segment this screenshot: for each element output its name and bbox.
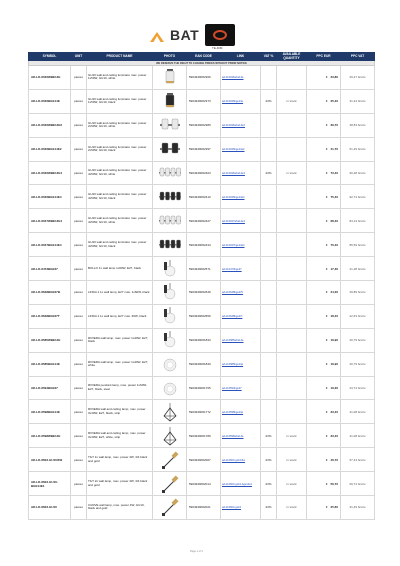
product-price-gross: 86,59 brutto bbox=[341, 233, 375, 257]
product-photo bbox=[153, 496, 187, 520]
product-photo bbox=[153, 89, 187, 113]
product-unit: pieces bbox=[71, 352, 87, 376]
table-row bbox=[29, 161, 375, 185]
product-link-cell bbox=[221, 376, 261, 400]
product-price-gross: 48,83 brutto bbox=[341, 113, 375, 137]
product-symbol: AD-LD-6046BGE14E4 bbox=[29, 185, 71, 209]
product-photo bbox=[153, 400, 187, 424]
product-photo bbox=[153, 328, 187, 352]
column-header: AVAILABLE QUANTITY bbox=[277, 53, 307, 61]
product-price-gross: 29,27 brutto bbox=[341, 66, 375, 90]
product-vat bbox=[261, 185, 277, 209]
product-unit: pieces bbox=[71, 66, 87, 90]
product-symbol: AD-LD-6473BGE27 bbox=[29, 257, 71, 281]
product-stock bbox=[277, 400, 307, 424]
product-price-net: € 70,40 bbox=[307, 233, 341, 257]
product-price-net: € 24,30 bbox=[307, 281, 341, 305]
header-logos bbox=[150, 24, 235, 46]
brand-name: BAT bbox=[170, 27, 200, 43]
product-vat bbox=[261, 209, 277, 233]
product-name: LINDA 1 1x wall lamp, E27 max. 60W, black bbox=[87, 304, 153, 328]
product-price-gross: 21,28 brutto bbox=[341, 257, 375, 281]
table-row bbox=[29, 304, 375, 328]
product-ean: 5904949062397 bbox=[187, 137, 221, 161]
product-link[interactable]: ad-ld-6603-gu10 bbox=[222, 506, 242, 510]
product-photo-icon bbox=[158, 187, 182, 207]
product-ean: 5904949062014 bbox=[187, 472, 221, 496]
product-ean: 5904949061765 bbox=[187, 376, 221, 400]
product-ean: 5904949061840 bbox=[187, 352, 221, 376]
product-link[interactable]: ad-ld-6047wbe14e4 bbox=[222, 219, 245, 223]
product-stock: in stock bbox=[277, 161, 307, 185]
product-ean: 5904949062366 bbox=[187, 66, 221, 90]
column-header: VAT % bbox=[261, 53, 277, 61]
column-header: EAN CODE bbox=[187, 53, 221, 61]
product-vat: 23% bbox=[261, 89, 277, 113]
product-stock bbox=[277, 281, 307, 305]
product-link-cell bbox=[221, 161, 261, 185]
product-unit: pieces bbox=[71, 424, 87, 448]
table-row bbox=[29, 89, 375, 113]
product-link[interactable]: ad-ld-6047bge14e4 bbox=[222, 243, 245, 247]
product-price-gross: 29,89 brutto bbox=[341, 281, 375, 305]
product-price-gross: 31,49 brutto bbox=[341, 496, 375, 520]
product-price-net: € 41,70 bbox=[307, 137, 341, 161]
product-photo-icon bbox=[158, 450, 182, 470]
product-symbol: AD-LD-6046WBE14E2 bbox=[29, 113, 71, 137]
product-symbol: AD-LD-6594BGE27 bbox=[29, 376, 71, 400]
product-unit: pieces bbox=[71, 448, 87, 472]
product-name: LINDA 1 1x wall lamp, E27 max. 1x60W, black bbox=[87, 281, 153, 305]
product-link-cell bbox=[221, 113, 261, 137]
product-symbol: AD-LD-6046BGE14E2 bbox=[29, 137, 71, 161]
product-price-net: € 73,40 bbox=[307, 161, 341, 185]
product-link-cell bbox=[221, 281, 261, 305]
product-photo-icon bbox=[158, 91, 182, 111]
product-symbol: AD-LD-6648BGE27B bbox=[29, 281, 71, 305]
product-name: RIVIERA wall lamp, max. power 1x40W, E27, white bbox=[87, 352, 153, 376]
product-photo-icon bbox=[158, 402, 182, 422]
product-symbol: AD-LD-6603-GU10/4W bbox=[29, 448, 71, 472]
product-photo bbox=[153, 304, 187, 328]
product-vat: 23% bbox=[261, 424, 277, 448]
table-row bbox=[29, 113, 375, 137]
product-ean: 5904949061789 bbox=[187, 424, 221, 448]
product-price-net: € 23,80 bbox=[307, 66, 341, 90]
product-link[interactable]: ad-ld-6046wbe14e4 bbox=[222, 172, 245, 175]
table-body bbox=[29, 66, 375, 520]
product-link-cell bbox=[221, 328, 261, 352]
product-price-net: € 33,40 bbox=[307, 424, 341, 448]
product-price-net: € 46,70 bbox=[307, 448, 341, 472]
table-row bbox=[29, 448, 375, 472]
product-name: GU10 wall and ceiling luminaire max. power 4x50W, GU10, white bbox=[87, 209, 153, 233]
product-symbol: AD-LD-6648BGE27T bbox=[29, 304, 71, 328]
table-row bbox=[29, 472, 375, 496]
product-unit: pieces bbox=[71, 233, 87, 257]
table-row bbox=[29, 137, 375, 161]
product-link-cell bbox=[221, 66, 261, 90]
product-vat: 23% bbox=[261, 472, 277, 496]
product-ean: 5904949062656 bbox=[187, 304, 221, 328]
product-price-net: € 68,40 bbox=[307, 209, 341, 233]
product-link-cell bbox=[221, 424, 261, 448]
partner-label: TE-DIM bbox=[212, 46, 223, 50]
product-name: GU10 wall and ceiling luminaire max. power 2x50W, GU10, black bbox=[87, 137, 153, 161]
product-unit: pieces bbox=[71, 472, 87, 496]
page-footer: Page 1 of 4 bbox=[190, 550, 203, 553]
product-photo-icon bbox=[158, 330, 182, 350]
product-link-cell bbox=[221, 448, 261, 472]
product-link[interactable]: ad-ld-6598wbe14e bbox=[222, 434, 244, 438]
product-photo bbox=[153, 209, 187, 233]
product-photo-icon bbox=[158, 354, 182, 374]
product-symbol: AD-LD-6047BGE14E4 bbox=[29, 233, 71, 257]
product-symbol: AD-LD-6046WBE14E bbox=[29, 66, 71, 90]
table-row bbox=[29, 496, 375, 520]
product-photo-icon bbox=[158, 67, 182, 87]
product-price-gross: 57,44 brutto bbox=[341, 448, 375, 472]
table-row bbox=[29, 281, 375, 305]
column-header: PPC EUR bbox=[307, 53, 341, 61]
product-stock bbox=[277, 304, 307, 328]
product-price-net: € 56,70 bbox=[307, 472, 341, 496]
product-unit: pieces bbox=[71, 376, 87, 400]
product-stock bbox=[277, 209, 307, 233]
product-price-gross: 84,13 brutto bbox=[341, 209, 375, 233]
product-link-cell bbox=[221, 257, 261, 281]
product-link[interactable]: ad-ld-6585bge14e bbox=[222, 363, 244, 367]
column-header: SYMBOL bbox=[29, 53, 71, 61]
product-unit: pieces bbox=[71, 257, 87, 281]
product-price-net: € 16,90 bbox=[307, 328, 341, 352]
product-photo bbox=[153, 281, 187, 305]
product-ean: 5904949062007 bbox=[187, 448, 221, 472]
product-symbol: AD-LD-6047WBE14E4 bbox=[29, 209, 71, 233]
product-price-net: € 18,40 bbox=[307, 304, 341, 328]
product-photo-icon bbox=[158, 282, 182, 302]
product-stock: in stock bbox=[277, 472, 307, 496]
product-vat bbox=[261, 66, 277, 90]
product-link[interactable]: ad-ld-6603-gu10/4w bbox=[222, 458, 246, 462]
product-name: CURVE wall lamp, max. power 4W, GU10, black and gold bbox=[87, 496, 153, 520]
product-link[interactable]: ad-ld-6585wbe14e bbox=[222, 339, 244, 343]
product-photo-icon bbox=[158, 426, 182, 446]
column-header: LINK bbox=[221, 53, 261, 61]
product-price-gross: 41,08 brutto bbox=[341, 424, 375, 448]
product-unit: pieces bbox=[71, 137, 87, 161]
product-unit: pieces bbox=[71, 281, 87, 305]
product-name: RIVIERA wall and ceiling lamp, max. power 3x40W, E27, white, strip bbox=[87, 424, 153, 448]
product-link-cell bbox=[221, 496, 261, 520]
product-price-net: € 25,40 bbox=[307, 89, 341, 113]
product-vat bbox=[261, 257, 277, 281]
product-vat bbox=[261, 113, 277, 137]
product-price-gross: 90,28 brutto bbox=[341, 161, 375, 185]
product-symbol: AD-LD-6046WBE14E4 bbox=[29, 161, 71, 185]
product-unit: pieces bbox=[71, 328, 87, 352]
product-price-net: € 17,30 bbox=[307, 257, 341, 281]
product-name: GU10 wall and ceiling luminaire max. power 4x50W, GU10, white bbox=[87, 161, 153, 185]
product-photo bbox=[153, 257, 187, 281]
product-price-gross: 69,74 brutto bbox=[341, 472, 375, 496]
table-row bbox=[29, 400, 375, 424]
product-price-net: € 19,30 bbox=[307, 376, 341, 400]
product-name: GU10 wall and ceiling luminaire max. power 2x50W, GU10, white bbox=[87, 113, 153, 137]
product-unit: pieces bbox=[71, 89, 87, 113]
product-link-cell bbox=[221, 400, 261, 424]
product-photo-icon bbox=[158, 497, 182, 517]
table-row bbox=[29, 233, 375, 257]
product-ean: 5904949062403 bbox=[187, 161, 221, 185]
product-stock bbox=[277, 137, 307, 161]
table-row bbox=[29, 185, 375, 209]
product-vat bbox=[261, 304, 277, 328]
product-price-gross: 92,74 brutto bbox=[341, 185, 375, 209]
product-photo bbox=[153, 113, 187, 137]
product-symbol: AD-LD-6046BGE14E bbox=[29, 89, 71, 113]
product-name: RIVIERA pendant lamp, max. power 1x60W, E27, black, steel bbox=[87, 376, 153, 400]
product-photo-icon bbox=[158, 259, 182, 279]
price-notice: WE RESERVE THE RIGHT TO CHANGE PRICES WITHOUT PRIOR NOTICE bbox=[29, 61, 375, 66]
product-symbol: AD-LD-6598WBE14E bbox=[29, 424, 71, 448]
table-row bbox=[29, 328, 375, 352]
product-price-net: € 25,60 bbox=[307, 496, 341, 520]
product-photo-icon bbox=[158, 378, 182, 398]
product-photo bbox=[153, 137, 187, 161]
product-name: TILT 2x wall lamp, max. power 4W, 3/4 black and gold bbox=[87, 472, 153, 496]
product-link[interactable]: ad-ld-6648bge27b bbox=[222, 291, 244, 295]
product-photo-icon bbox=[158, 211, 182, 231]
product-photo-icon bbox=[158, 139, 182, 159]
product-photo bbox=[153, 352, 187, 376]
product-ean: 5904949061772 bbox=[187, 400, 221, 424]
product-vat: 23% bbox=[261, 496, 277, 520]
product-link[interactable]: ad-ld-6046bge14e2 bbox=[222, 148, 245, 152]
product-vat: 23% bbox=[261, 161, 277, 185]
table-row bbox=[29, 376, 375, 400]
product-stock: in stock bbox=[277, 496, 307, 520]
table-row bbox=[29, 352, 375, 376]
product-name: RIVIERA wall and ceiling lamp, max. power 3x40W, E27, black, strip bbox=[87, 400, 153, 424]
product-price-gross: 51,29 brutto bbox=[341, 137, 375, 161]
product-link[interactable]: ad-ld-6648bge27t bbox=[222, 315, 243, 319]
product-photo bbox=[153, 376, 187, 400]
product-symbol: AD-LD-6603-GU10-BGE14E1 bbox=[29, 472, 71, 496]
product-price-net: € 75,40 bbox=[307, 185, 341, 209]
product-price-gross: 31,24 brutto bbox=[341, 89, 375, 113]
product-photo bbox=[153, 448, 187, 472]
column-header: PRODUCT NAME bbox=[87, 53, 153, 61]
product-link-cell bbox=[221, 185, 261, 209]
partner-logo-icon bbox=[205, 24, 235, 46]
product-symbol: AD-LD-6585WBE14E bbox=[29, 328, 71, 352]
product-photo bbox=[153, 424, 187, 448]
product-link[interactable]: ad-ld-6046wbe14e2 bbox=[222, 124, 245, 128]
product-vat: 23% bbox=[261, 448, 277, 472]
product-stock bbox=[277, 352, 307, 376]
product-name: TILT 1x wall lamp, max. power 4W, 3/4 black and gold bbox=[87, 448, 153, 472]
product-stock: in stock bbox=[277, 89, 307, 113]
table-row bbox=[29, 209, 375, 233]
product-stock bbox=[277, 257, 307, 281]
bat-logo-icon bbox=[150, 28, 164, 42]
product-name: BOLLO 1x wall lamp 1x60W, E27, black bbox=[87, 257, 153, 281]
product-price-gross: 23,74 brutto bbox=[341, 376, 375, 400]
product-photo-icon bbox=[158, 115, 182, 135]
product-photo-icon bbox=[158, 163, 182, 183]
product-link-cell bbox=[221, 209, 261, 233]
product-link-cell bbox=[221, 352, 261, 376]
product-ean: 5904949062427 bbox=[187, 209, 221, 233]
product-stock bbox=[277, 113, 307, 137]
product-link[interactable]: ad-ld-6473bge27 bbox=[222, 267, 242, 271]
product-unit: pieces bbox=[71, 496, 87, 520]
product-vat bbox=[261, 328, 277, 352]
product-link-cell bbox=[221, 89, 261, 113]
product-vat bbox=[261, 400, 277, 424]
product-unit: pieces bbox=[71, 209, 87, 233]
product-photo bbox=[153, 185, 187, 209]
product-price-gross: 20,79 brutto bbox=[341, 352, 375, 376]
product-name: GU10 wall and ceiling luminaire max. power 4x50W, GU10, black bbox=[87, 233, 153, 257]
product-unit: pieces bbox=[71, 161, 87, 185]
table-row bbox=[29, 424, 375, 448]
product-photo-icon bbox=[158, 306, 182, 326]
product-ean: 5904949061833 bbox=[187, 328, 221, 352]
product-symbol: AD-LD-6603-GU10 bbox=[29, 496, 71, 520]
product-ean: 5904949062380 bbox=[187, 113, 221, 137]
product-name: GU10 wall and ceiling luminaire max. power 1x50W, GU10, black bbox=[87, 89, 153, 113]
product-link[interactable]: ad-ld-6594bge27 bbox=[222, 387, 242, 391]
product-unit: pieces bbox=[71, 113, 87, 137]
product-link[interactable]: ad-ld-6046bge14e4 bbox=[222, 195, 245, 199]
product-link[interactable]: ad-ld-6046bge14e bbox=[222, 100, 244, 104]
product-symbol: AD-LD-6585BGE14E bbox=[29, 352, 71, 376]
product-photo bbox=[153, 233, 187, 257]
column-header: PHOTO bbox=[153, 53, 187, 61]
product-name: GU10 wall and ceiling luminaire max. power 1x50W, GU10, white bbox=[87, 66, 153, 90]
product-stock bbox=[277, 185, 307, 209]
product-link[interactable]: ad-ld-6603-gu10-bge14e1 bbox=[222, 482, 252, 486]
product-price-gross: 20,79 brutto bbox=[341, 328, 375, 352]
product-price-net: € 16,90 bbox=[307, 352, 341, 376]
product-ean: 5904949062649 bbox=[187, 281, 221, 305]
product-link-cell bbox=[221, 304, 261, 328]
product-stock bbox=[277, 66, 307, 90]
product-vat bbox=[261, 281, 277, 305]
column-header: PPC VAT bbox=[341, 53, 375, 61]
product-price-gross: 41,08 brutto bbox=[341, 400, 375, 424]
product-photo-icon bbox=[158, 235, 182, 255]
product-unit: pieces bbox=[71, 400, 87, 424]
table-row bbox=[29, 66, 375, 90]
table-row bbox=[29, 257, 375, 281]
product-stock bbox=[277, 328, 307, 352]
product-stock: in stock bbox=[277, 448, 307, 472]
product-unit: pieces bbox=[71, 185, 87, 209]
product-name: GU10 wall and ceiling luminaire max. power 4x50W, GU10, black bbox=[87, 185, 153, 209]
product-symbol: AD-LD-6598BGE14E bbox=[29, 400, 71, 424]
product-photo bbox=[153, 161, 187, 185]
product-ean: 5904949062571 bbox=[187, 257, 221, 281]
product-photo bbox=[153, 66, 187, 90]
product-ean: 5904949062410 bbox=[187, 185, 221, 209]
product-link-cell bbox=[221, 233, 261, 257]
product-link[interactable]: ad-ld-6598bge14e bbox=[222, 410, 244, 414]
product-photo bbox=[153, 472, 187, 496]
product-vat bbox=[261, 352, 277, 376]
product-ean: 5904949062373 bbox=[187, 89, 221, 113]
product-stock bbox=[277, 233, 307, 257]
product-vat bbox=[261, 233, 277, 257]
column-header: UNIT bbox=[71, 53, 87, 61]
product-name: RIVIERA wall lamp, max. power 1x40W, E27, black bbox=[87, 328, 153, 352]
product-link[interactable]: ad-ld-6046wbe14e bbox=[222, 76, 244, 80]
product-link-cell bbox=[221, 137, 261, 161]
price-list-table bbox=[28, 52, 375, 520]
product-unit: pieces bbox=[71, 304, 87, 328]
product-price-net: € 33,40 bbox=[307, 400, 341, 424]
table-header bbox=[29, 53, 375, 61]
product-price-gross: 22,63 brutto bbox=[341, 304, 375, 328]
product-vat bbox=[261, 376, 277, 400]
product-ean: 5904949062021 bbox=[187, 496, 221, 520]
product-price-net: € 39,70 bbox=[307, 113, 341, 137]
product-vat bbox=[261, 137, 277, 161]
product-photo-icon bbox=[158, 474, 182, 494]
product-link-cell bbox=[221, 472, 261, 496]
product-stock bbox=[277, 376, 307, 400]
product-ean: 5904949062434 bbox=[187, 233, 221, 257]
product-stock: in stock bbox=[277, 424, 307, 448]
